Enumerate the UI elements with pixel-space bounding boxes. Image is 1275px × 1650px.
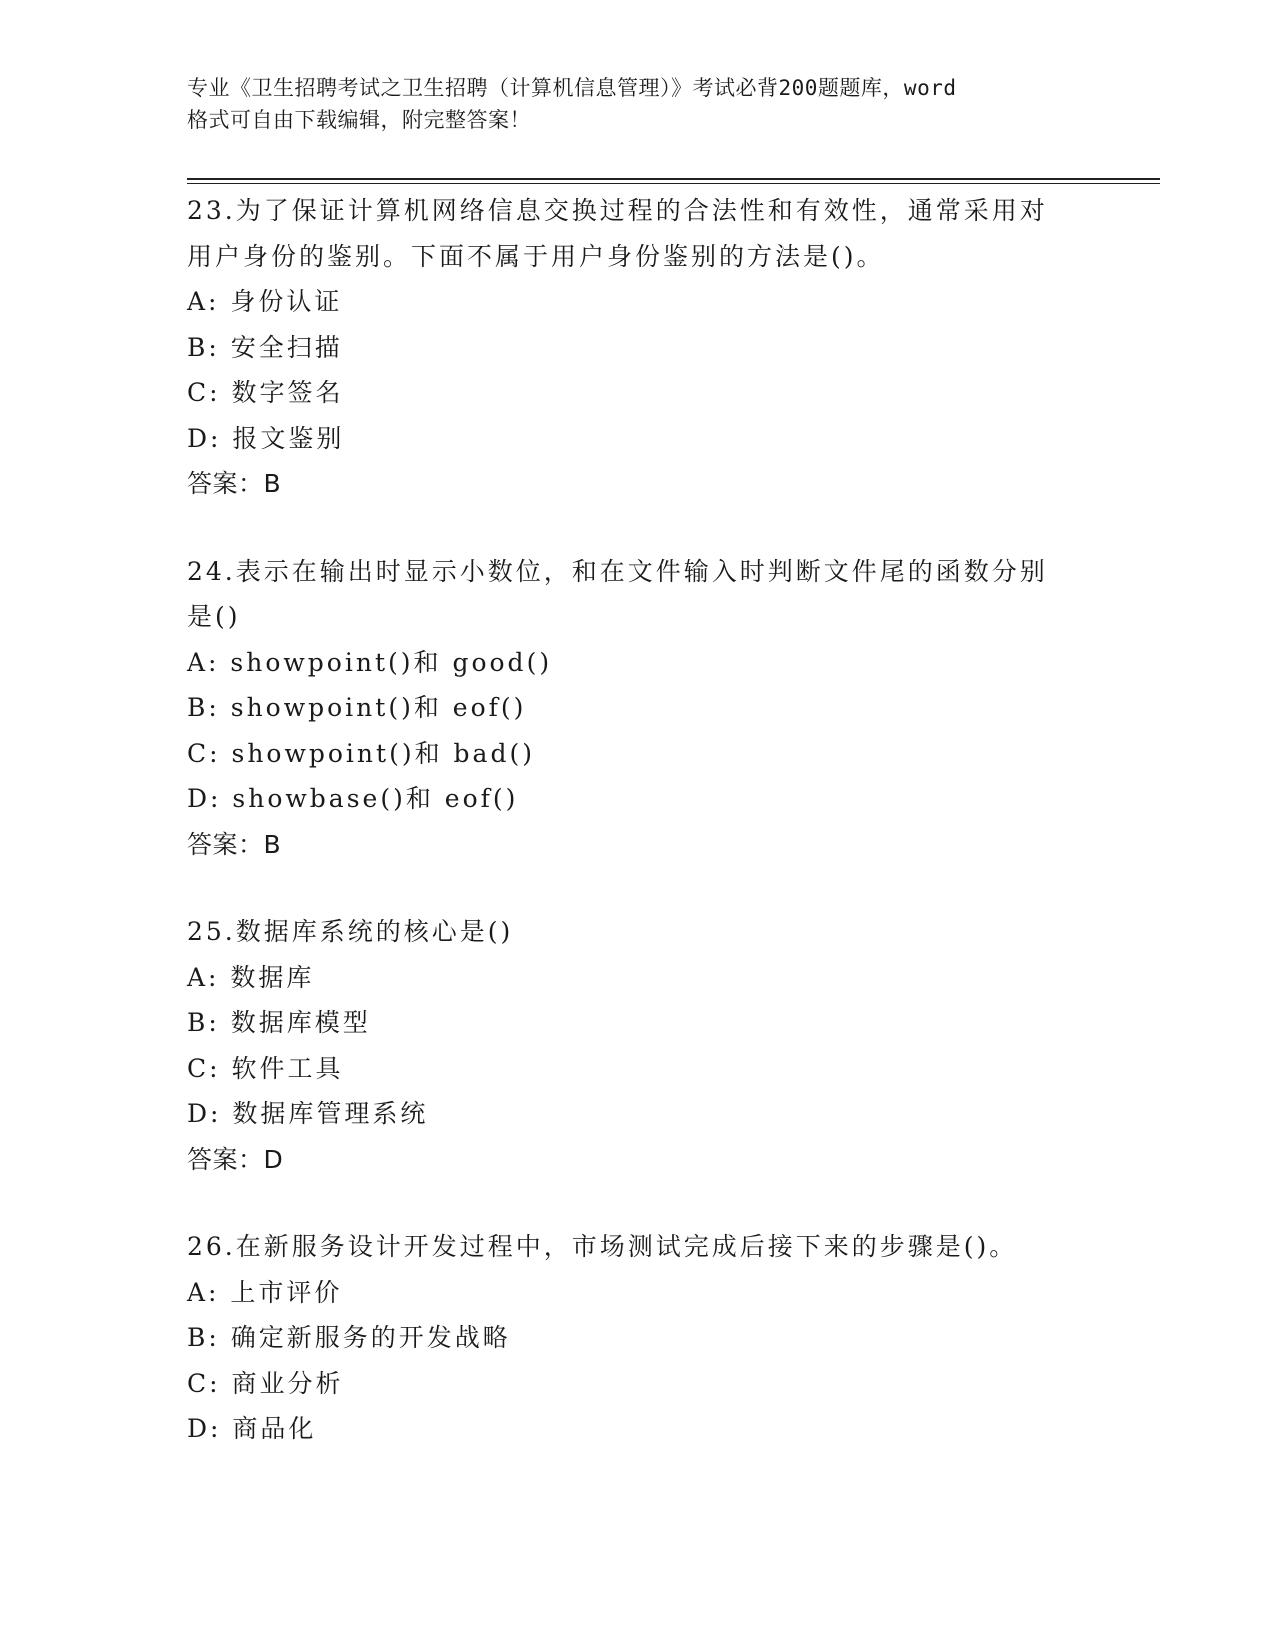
option-c: C: 数字签名 [187,378,344,407]
header-divider-thick [187,178,1160,180]
answer-label: 答案：B [187,469,282,498]
option-b: B: showpoint()和 eof() [187,693,527,722]
option-a: A: 身份认证 [187,287,343,316]
question-26 [187,1224,1087,1452]
answer-label: 答案：B [187,829,282,859]
option-a: A: 数据库 [187,962,315,992]
question-stem-line: 26.在新服务设计开发过程中，市场测试完成后接下来的步骤是()。 [187,1232,1018,1261]
question-24 [187,549,1087,868]
header-line-2: 格式可自由下载编辑，附完整答案！ [187,108,531,132]
option-c: C: 商业分析 [187,1368,344,1398]
answer-label: 答案：D [187,1144,284,1174]
question-stem-line: 25.数据库系统的核心是() [187,917,514,946]
question-list [187,188,1087,1452]
option-a: A: 上市评价 [187,1277,343,1307]
option-d: D: showbase()和 eof() [187,784,519,813]
question-spacer [187,867,1087,909]
question-spacer [187,507,1087,549]
question-23 [187,188,1087,507]
question-spacer [187,1182,1087,1224]
header-line-1: 专业《卫生招聘考试之卫生招聘（计算机信息管理）》考试必背200题题库，word [187,76,957,100]
option-d: D: 数据库管理系统 [187,1099,429,1128]
question-stem-line: 是() [187,602,241,631]
option-c: C: 软件工具 [187,1053,344,1083]
option-b: B: 确定新服务的开发战略 [187,1323,511,1352]
question-stem-line: 23.为了保证计算机网络信息交换过程的合法性和有效性，通常采用对 [187,196,1048,225]
header-divider-thin [187,183,1160,184]
question-25 [187,909,1087,1182]
question-stem-line: 用户身份的鉴别。下面不属于用户身份鉴别的方法是()。 [187,241,885,271]
option-d: D: 商品化 [187,1414,317,1443]
question-stem-line: 24.表示在输出时显示小数位，和在文件输入时判断文件尾的函数分别 [187,556,1048,586]
option-d: D: 报文鉴别 [187,423,345,453]
option-b: B: 安全扫描 [187,332,343,362]
option-c: C: showpoint()和 bad() [187,738,535,768]
option-b: B: 数据库模型 [187,1008,371,1037]
document-header [187,72,1087,136]
option-a: A: showpoint()和 good() [187,647,553,677]
